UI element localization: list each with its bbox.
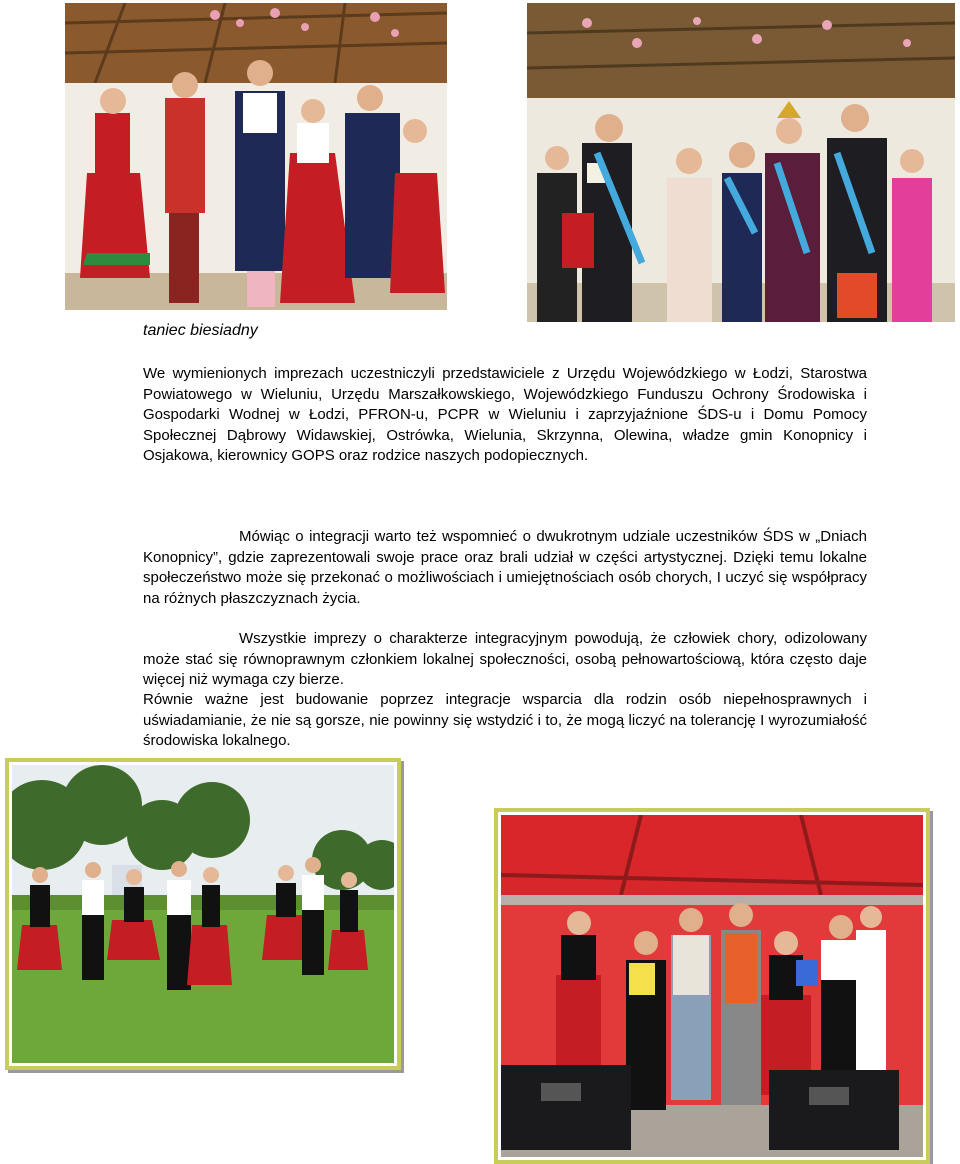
photo-outdoor-dance bbox=[12, 765, 394, 1063]
paragraph-text: Wszystkie imprezy o charakterze integracyjnym powodują, że człowiek chory, odizolowany może stać się równoprawnym członkiem lokalnej społeczności, osobą pełnowartościową, która często daje więcej niż wymaga czy bierze. bbox=[143, 630, 867, 688]
photo-frame-stage-performance bbox=[494, 808, 930, 1164]
paragraph-support bbox=[143, 690, 867, 752]
paragraph-text: Mówiąc o integracji warto też wspomnieć o dwukrotnym udziale uczestników ŚDS w „Dniach Konopnicy”, gdzie zaprezentowali swoje prace oraz brali udział w części artystycznej. Dzięki temu lokalne społeczeństwo może się przekonać o możliwościach i umiejętnościach osób chorych, I uczyć się współpracy na różnych płaszczyznach życia. bbox=[143, 528, 867, 607]
paragraph-events bbox=[143, 629, 867, 691]
paragraph-integration bbox=[143, 527, 867, 609]
photo-caption: taniec biesiadny bbox=[143, 322, 258, 339]
photo-stage-performance bbox=[501, 815, 923, 1157]
photo-award-ceremony bbox=[527, 3, 955, 322]
photo-frame-outdoor-dance bbox=[5, 758, 401, 1070]
paragraph-attendees bbox=[143, 364, 867, 467]
paragraph-text: We wymienionych imprezach uczestniczyli przedstawiciele z Urzędu Wojewódzkiego w Łodzi, Starostwa Powiatowego w Wieluniu, Urzędu Marszałkowskiego, Wojewódzkiego Funduszu Ochrony Środowiska i Gospodarki Wodnej w Łodzi, PFRON-u, PCPR w Wieluniu i zaprzyjaźnione ŚDS-u i Domu Pomocy Społecznej Dąbrowy Widawskiej, Ostrówka, Wielunia, Skrzynna, Olewina, władze gmin Konopnicy i Osjakowa, kierownicy GOPS oraz rodzice naszych podopiecznych. bbox=[143, 365, 867, 464]
paragraph-text: Równie ważne jest budowanie poprzez integracje wsparcia dla rodzin osób niepełnosprawnych i uświadamianie, że nie są gorsze, nie powinny się wstydzić i to, że mogą liczyć na tolerancję I wyrozumiałość środowiska lokalnego. bbox=[143, 691, 867, 749]
photo-folk-dance bbox=[65, 3, 447, 310]
